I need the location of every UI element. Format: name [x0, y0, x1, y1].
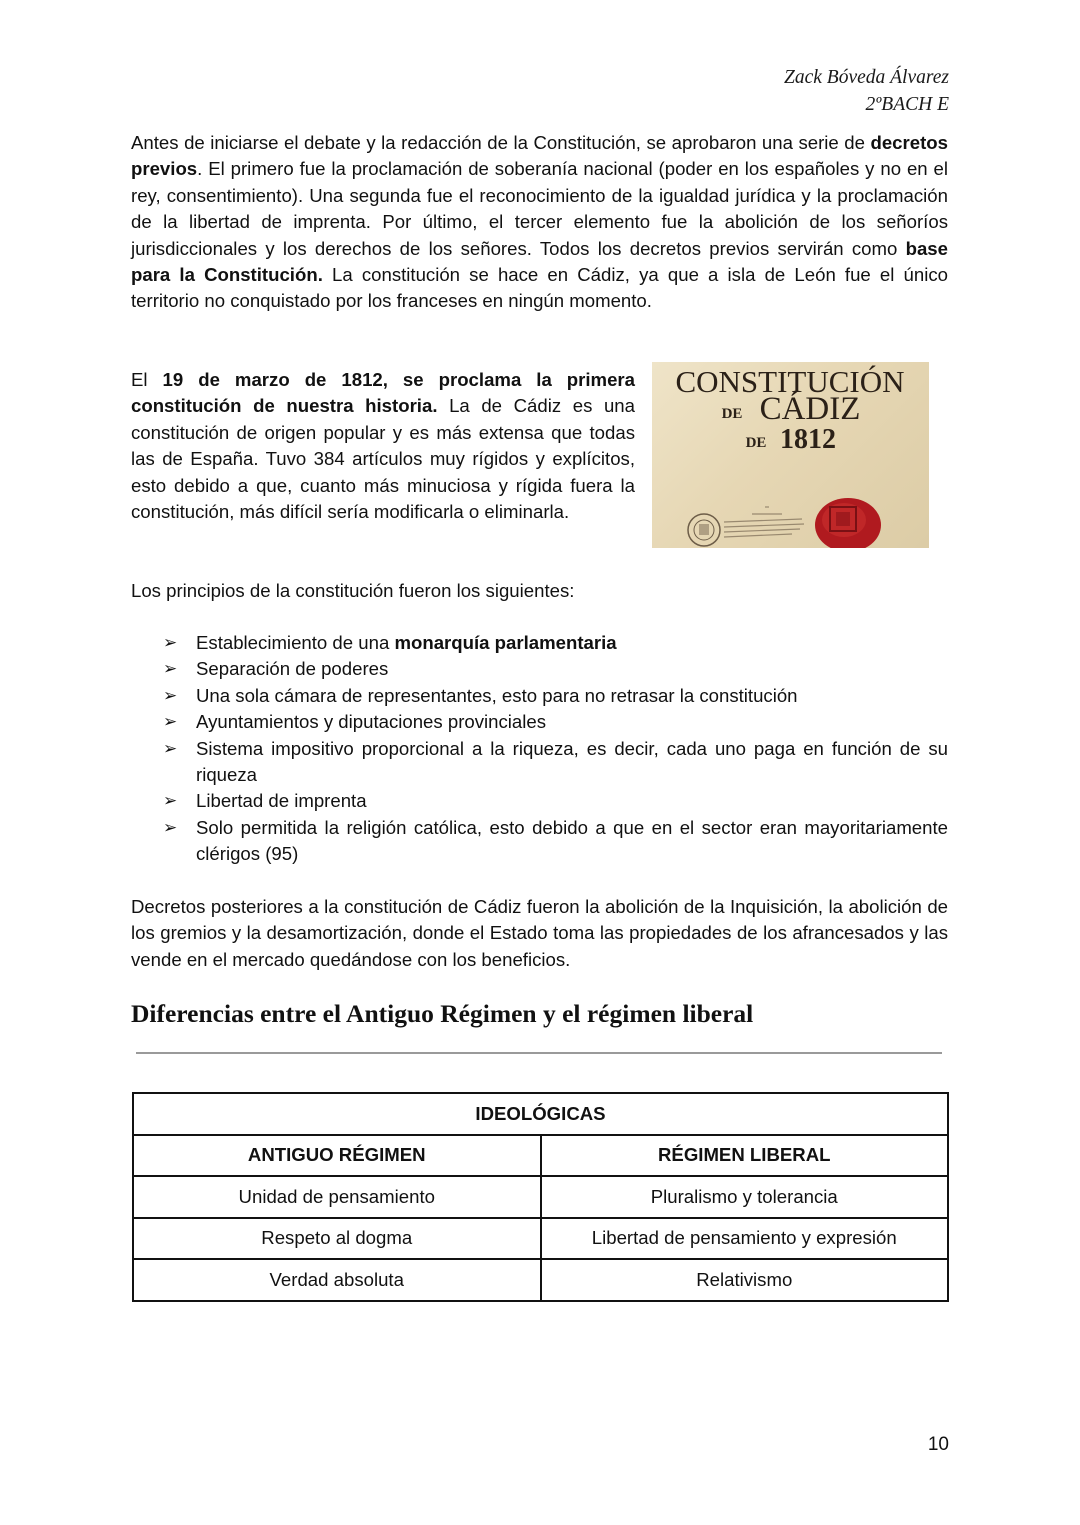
- list-item: [163, 683, 948, 709]
- principles-list: [163, 630, 948, 868]
- arrow-bullet-icon: ➢: [163, 791, 178, 812]
- text-span: La constitución se hace en Cádiz, ya que a isla de León fue el único territorio no conquistado por los franceses en ningún momento.: [131, 264, 948, 312]
- table-caption: IDEOLÓGICAS: [133, 1093, 948, 1135]
- constitucion-cadiz-illustration: [652, 362, 929, 548]
- table-row: [133, 1259, 948, 1301]
- course-label: 2ºBACH E: [865, 94, 949, 115]
- text-span: . El primero fue la proclamación de soberanía nacional (poder en los españoles y no en el rey, consentimiento). Una segunda fue el reconocimiento de la igualdad jurídica y la proclamación de la libertad de imprenta. Por último, el tercer elemento fue la abolición de los señoríos jurisdiccionales y los derechos de los señores. Todos los decretos previos servirán como: [131, 158, 948, 259]
- arrow-bullet-icon: ➢: [163, 712, 178, 733]
- page-number: 10: [927, 1434, 949, 1455]
- list-item: [163, 736, 948, 789]
- paragraph-decretos-previos: [131, 130, 948, 315]
- table-cell: Verdad absoluta: [133, 1259, 541, 1301]
- page-header: [784, 64, 949, 118]
- list-item: [163, 709, 948, 735]
- comparison-table: [132, 1092, 949, 1302]
- text-span: El: [131, 369, 163, 390]
- image-title-line2: CÁDIZ: [759, 391, 861, 427]
- wax-seal-icon: [815, 498, 881, 548]
- paragraph-principios-intro: Los principios de la constitución fueron los siguientes:: [131, 580, 575, 601]
- paragraph-decretos-posteriores: Decretos posteriores a la constitución de Cádiz fueron la abolición de la Inquisición, la abolición de los gremios y la desamortización, donde el Estado toma las propiedades de los afrancesados y las vende en el mercado quedándose con los beneficios.: [131, 896, 948, 970]
- bold-span: 19 de marzo de 1812, se proclama la primera constitución de nuestra historia.: [131, 369, 636, 417]
- table-row: [133, 1176, 948, 1218]
- section-title: Diferencias entre el Antiguo Régimen y el régimen liberal: [131, 999, 754, 1028]
- arrow-bullet-icon: ➢: [163, 633, 178, 653]
- image-title-de-2: DE: [745, 435, 767, 451]
- text-span: Establecimiento de una: [196, 632, 395, 653]
- table-cell: Unidad de pensamiento: [133, 1176, 541, 1218]
- table-caption-row: [133, 1093, 948, 1135]
- table-cell: Libertad de pensamiento y expresión: [541, 1218, 949, 1260]
- stamp-seal-icon: [688, 514, 720, 546]
- arrow-bullet-icon: ➢: [163, 685, 178, 706]
- author-name: Zack Bóveda Álvarez: [784, 67, 949, 88]
- arrow-bullet-icon: ➢: [163, 738, 178, 759]
- text-span: Separación de poderes: [196, 658, 389, 680]
- table-row: [133, 1218, 948, 1260]
- printed-lines-decoration: [724, 507, 804, 537]
- list-item: [163, 788, 948, 814]
- column-header-antiguo: ANTIGUO RÉGIMEN: [133, 1135, 541, 1177]
- section-divider: [136, 1052, 942, 1054]
- list-item: [163, 656, 948, 682]
- table-cell: Pluralismo y tolerancia: [541, 1176, 949, 1218]
- text-span: Antes de iniciarse el debate y la redacción de la Constitución, se aprobaron una serie de: [131, 132, 871, 153]
- table-header-row: [133, 1135, 948, 1177]
- image-title-de-1: DE: [721, 406, 743, 422]
- bold-span: decretos previos: [131, 132, 948, 180]
- arrow-bullet-icon: ➢: [163, 817, 178, 838]
- text-span: Solo permitida la religión católica, esto debido a que en el sector eran mayoritariamente clérigos (95): [196, 816, 948, 865]
- arrow-bullet-icon: ➢: [163, 659, 178, 680]
- text-span: Una sola cámara de representantes, esto para no retrasar la constitución: [196, 684, 798, 706]
- table-cell: Respeto al dogma: [133, 1218, 541, 1260]
- list-item: [163, 815, 948, 868]
- table-cell: Relativismo: [541, 1259, 949, 1301]
- image-title-line1: CONSTITUCIÓN: [675, 364, 905, 399]
- constitucion-cadiz-image: [652, 362, 929, 548]
- image-title-line3: 1812: [780, 424, 836, 455]
- bold-span: base para la Constitución.: [131, 237, 948, 286]
- paragraph-constitucion-1812: [131, 367, 635, 525]
- list-item: [163, 630, 948, 656]
- column-header-liberal: RÉGIMEN LIBERAL: [541, 1135, 949, 1177]
- text-span: Libertad de imprenta: [196, 790, 367, 812]
- text-span: La de Cádiz es una constitución de origen popular y es más extensa que todas las de España. Tuvo 384 artículos muy rígidos y explícitos, esto debido a que, cuanto más minuciosa y rígida fuera la constitución, más difícil sería modificarla o eliminarla.: [131, 395, 635, 523]
- text-span: Sistema impositivo proporcional a la riqueza, es decir, cada uno paga en función de su riqueza: [196, 737, 948, 786]
- text-span: Ayuntamientos y diputaciones provinciales: [196, 711, 547, 733]
- bold-span: monarquía parlamentaria: [394, 632, 617, 653]
